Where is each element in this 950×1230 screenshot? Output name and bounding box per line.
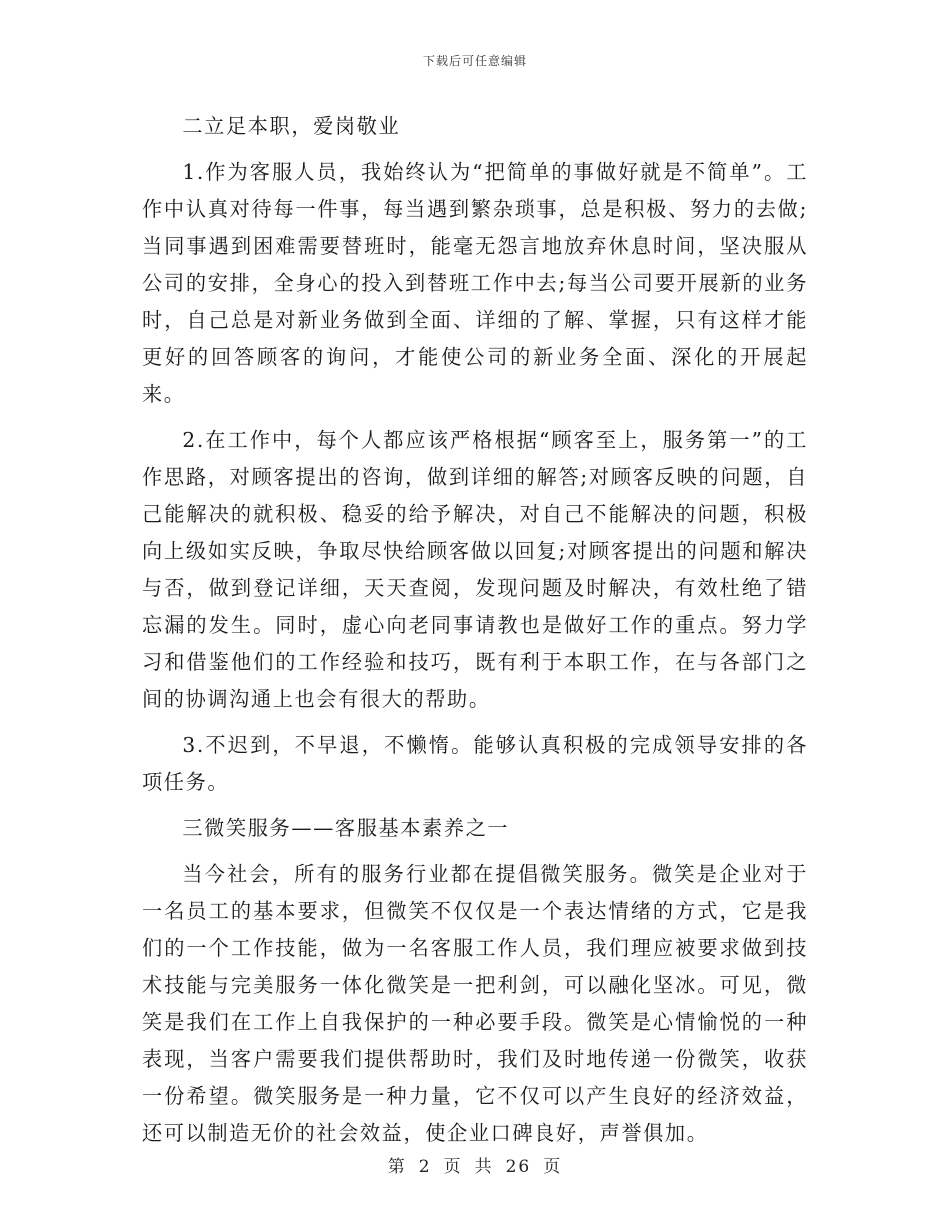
- document-body: [142, 108, 808, 1161]
- paragraph-item-2: 2.在工作中，每个人都应该严格根据“顾客至上，服务第一”的工作思路，对顾客提出的咨询，做到详细的解答;对顾客反映的问题，自己能解决的就积极、稳妥的给予解决，对自己不能解决的问题，积极向上级如实反映，争取尽快给顾客做以回复;对顾客提出的问题和解决与否，做到登记详细，天天查阅，发现问题及时解决，有效杜绝了错忘漏的发生。同时，虚心向老同事请教也是做好工作的重点。努力学习和借鉴他们的工作经验和技巧，既有利于本职工作，在与各部门之间的协调沟通上也会有很大的帮助。: [142, 428, 808, 711]
- paragraph-item-3: 3.不迟到，不早退，不懒惰。能够认真积极的完成领导安排的各项任务。: [142, 733, 808, 794]
- total-pages-number: 26: [505, 1157, 532, 1177]
- footer-suffix: 页: [543, 1157, 563, 1177]
- section-heading-3: 三微笑服务——客服基本素养之一: [182, 816, 510, 840]
- paragraph-item-1: 1.作为客服人员，我始终认为“把简单的事做好就是不简单”。工作中认真对待每一件事，每当遇到繁杂琐事，总是积极、努力的去做;当同事遇到困难需要替班时，能毫无怨言地放弃休息时间，坚决服从公司的安排，全身心的投入到替班工作中去;每当公司要开展新的业务时，自己总是对新业务做到全面、详细的了解、掌握，只有这样才能更好的回答顾客的询问，才能使公司的新业务全面、深化的开展起来。: [142, 160, 808, 406]
- page-footer: [0, 1152, 950, 1177]
- footer-prefix: 第: [387, 1157, 407, 1177]
- current-page-number: 2: [418, 1157, 432, 1177]
- footer-total-label: 共: [474, 1157, 494, 1177]
- paragraph-smile-service: 当今社会，所有的服务行业都在提倡微笑服务。微笑是企业对于一名员工的基本要求，但微笑不仅仅是一个表达情绪的方式，它是我们的一个工作技能，做为一名客服工作人员，我们理应被要求做到技术技能与完美服务一体化微笑是一把利剑，可以融化坚冰。可见，微笑是我们在工作上自我保护的一种必要手段。微笑是心情愉悦的一种表现，当客户需要我们提供帮助时，我们及时地传递一份微笑，收获一份希望。微笑服务是一种力量，它不仅可以产生良好的经济效益，还可以制造无价的社会效益，使企业口碑良好，声誉俱加。: [142, 862, 808, 1145]
- header-note: 下载后可任意编辑: [422, 54, 527, 68]
- footer-page-label: 页: [443, 1157, 463, 1177]
- section-heading-2: 二立足本职，爱岗敬业: [182, 114, 401, 138]
